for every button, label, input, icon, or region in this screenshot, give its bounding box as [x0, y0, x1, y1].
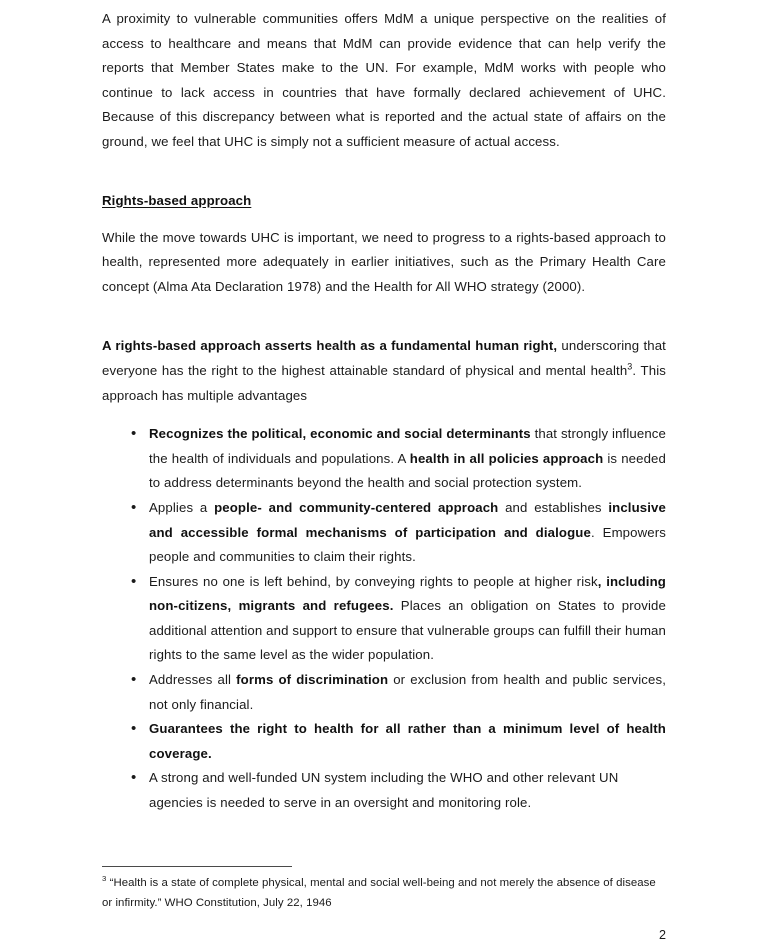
footnote-marker: 3 [102, 874, 107, 884]
list-item [102, 766, 666, 815]
text-run: A strong and well-funded UN system including the WHO and other relevant UN agencies is needed to serve in an oversight and monitoring role. [149, 770, 619, 811]
text-run: Ensures no one is left behind, by conveying rights to people at higher risk [149, 573, 598, 589]
bold-run: inclusive and accessible formal mechanisms of participation and dialogue [149, 499, 666, 540]
page-content [102, 0, 666, 816]
list-item [102, 668, 666, 717]
text-run: or exclusion from health and public services, not only financial. [149, 672, 666, 712]
text-run: is needed to address determinants beyond the health and social protection system. [149, 450, 666, 491]
list-item [102, 570, 666, 668]
paragraph-rights-intro: While the move towards UHC is important, we need to progress to a rights-based approach to health, represented more adequately in earlier initiatives, such as the Primary Health Care concept (Alma Ata Declaration 1978) and the Health for All WHO strategy (2000). [102, 229, 666, 294]
advantages-bullet-list [102, 422, 666, 816]
paragraph-intro: A proximity to vulnerable communities offers MdM a unique perspective on the realities of access to healthcare and means that MdM can provide evidence that can help verify the reports that Member States make to the UN. For example, MdM works with people who continue to lack access in countries that have formally declared achievement of UHC. Because of this discrepancy between what is reported and the actual state of affairs on the ground, we feel that UHC is simply not a sufficient measure of actual access. [102, 11, 666, 149]
text-run: . Empowers people and communities to claim their rights. [149, 524, 666, 565]
footnote-separator-rule [102, 866, 292, 867]
spacer [102, 408, 666, 422]
page-number: 2 [658, 928, 666, 942]
text-run: that strongly influence the health of individuals and populations. A [149, 426, 666, 466]
bold-run: people- and community-centered approach [214, 499, 499, 515]
spacer [102, 155, 666, 190]
text-run: Addresses all [149, 672, 237, 688]
text-run: Places an obligation on States to provide additional attention and support to ensure that vulnerable groups can fulfill their human rights to the same level as the wider population. [149, 598, 666, 663]
bold-run: Recognizes the political, economic and social determinants [149, 426, 531, 442]
footnote-entry [102, 874, 666, 913]
paragraph-lead-rights-based [102, 334, 666, 408]
list-item [102, 422, 666, 496]
spacer [102, 299, 666, 334]
bold-run: forms of discrimination [236, 672, 389, 688]
lead-regular-run-tail: . This approach has multiple advantages [102, 362, 666, 403]
spacer [102, 212, 666, 226]
section-heading-rights-based-approach: Rights-based approach [102, 192, 252, 208]
text-run: and establishes [498, 499, 609, 515]
bold-run: health in all policies approach [409, 450, 604, 466]
bold-run: , including non-citizens, migrants and refugees. [149, 573, 666, 614]
footnote-body-text: “Health is a state of complete physical, mental and social well-being and not merely the absence of disease or infirmity.” WHO Constitution, July 22, 1946 [102, 877, 656, 909]
list-item [102, 496, 666, 570]
list-item [102, 717, 666, 766]
footnote-area [102, 866, 666, 913]
text-run: Applies a [149, 499, 215, 515]
lead-bold-run: A rights-based approach asserts health as a fundamental human right, [102, 338, 558, 354]
bold-run: Guarantees the right to health for all rather than a minimum level of health coverage. [149, 721, 666, 761]
footnote-reference-icon[interactable]: 3 [627, 361, 633, 372]
lead-regular-run: underscoring that everyone has the right to the highest attainable standard of physical and mental health [102, 338, 666, 378]
